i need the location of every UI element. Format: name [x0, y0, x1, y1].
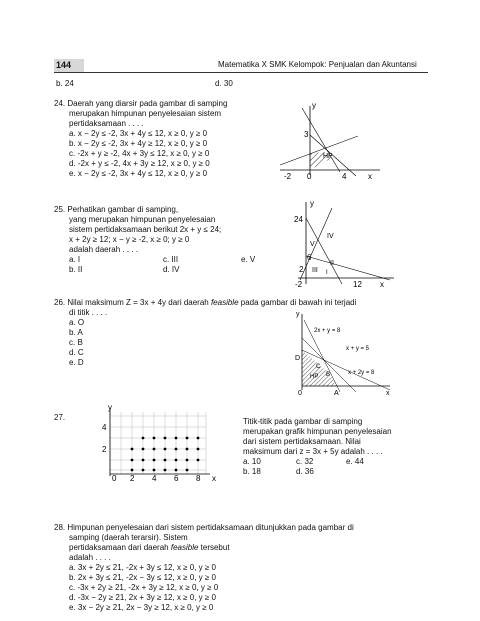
- q24-stem-2: merupakan himpunan penyelesaian sistem: [69, 109, 222, 118]
- page-number: 144: [56, 60, 72, 70]
- q27-grid: [110, 412, 206, 474]
- q25-option-b: b. II: [69, 265, 83, 274]
- q25-option-e: e. V: [241, 255, 256, 264]
- q26-y-label: y: [296, 311, 300, 318]
- q27-tick-x4: 4: [152, 474, 157, 483]
- header-rule: [54, 72, 428, 73]
- q25-stem-1: 25. Perhatikan gambar di samping,: [54, 205, 179, 214]
- q26-point-C: C: [316, 364, 321, 370]
- q27-tick-x6: 6: [174, 474, 179, 483]
- q26-option-d: d. C: [69, 348, 84, 357]
- q26-point-D: D: [295, 355, 301, 362]
- q24-region-label: HP: [323, 153, 333, 160]
- q25-stem-2: yang merupakan himpunan penyelesaian: [69, 215, 216, 224]
- q25-graph: [290, 198, 400, 290]
- q25-tick-2: 2: [299, 265, 304, 274]
- q26-point-A: A: [334, 390, 339, 397]
- q24-x-neg-tick: -2: [284, 172, 292, 181]
- q26-label-2x-y-8: 2x + y = 8: [314, 328, 341, 334]
- q27-option-b: b. 18: [243, 467, 261, 476]
- q25-region-I: I: [326, 270, 328, 276]
- q26-x-label: x: [386, 390, 390, 397]
- q26-option-a: a. O: [69, 318, 85, 327]
- q27-option-d: d. 36: [296, 467, 314, 476]
- q26-option-b: b. A: [69, 328, 83, 337]
- q25-tick-24: 24: [294, 215, 303, 224]
- q26-stem-pre: 26. Nilai maksimum Z = 3x + 4y dari daerah: [54, 298, 211, 307]
- q24-graph: [280, 100, 380, 180]
- q26-stem-italic: feasible: [210, 298, 239, 307]
- q25-y-label: y: [310, 199, 314, 208]
- q24-y-tick: 3: [304, 130, 309, 139]
- q26-origin: 0: [298, 390, 302, 397]
- q27-option-e: e. 44: [346, 457, 364, 466]
- q26-label-x-2y-8: x + 2y = 8: [348, 370, 375, 376]
- q27-y-label: y: [108, 403, 112, 412]
- q27-graph: [80, 402, 230, 482]
- q28-option-c: c. -3x + 2y ≥ 21, -2x + 3y ≥ 12, x ≥ 0, y ≥ 0: [69, 583, 219, 592]
- q28-stem-2: samping (daerah terarsir). Sistem: [69, 533, 188, 542]
- q27-tick-y2: 2: [102, 445, 107, 454]
- q27-text-3: dari sistem pertidaksamaan. Nilai: [243, 437, 361, 446]
- q25-option-c: c. III: [163, 255, 179, 264]
- q25-line-x-2y: [306, 256, 390, 280]
- q28-stem-3: [69, 543, 230, 553]
- q27-number: 27.: [54, 413, 66, 422]
- q25-tick-12: 12: [353, 280, 362, 289]
- q27-origin: 0: [112, 474, 117, 483]
- q26-option-c: c. B: [69, 338, 83, 347]
- prev-option-b: b. 24: [56, 79, 74, 88]
- q27-tick-x2: 2: [130, 474, 135, 483]
- q25-option-a: a. I: [69, 255, 81, 264]
- q28-option-d: d. -3x − 2y ≥ 21, 2x + 3y ≥ 12, x ≥ 0, y ≥ 0: [69, 593, 216, 602]
- q26-option-e: e. D: [69, 358, 84, 367]
- q24-option-c: c. -2x + y ≥ -2, 4x + 3y ≤ 12, x ≥ 0, y ≥ 0: [69, 149, 210, 158]
- page-number-box: [54, 59, 84, 72]
- prev-option-d: d. 30: [215, 79, 233, 88]
- q25-x-label: x: [380, 280, 384, 289]
- q25-region-III: III: [312, 267, 318, 274]
- q26-region-label: HP: [310, 374, 319, 380]
- q27-text-2: merupakan grafik himpunan penyelesaian: [243, 427, 392, 436]
- q28-stem-4: adalah . . . .: [69, 553, 111, 562]
- running-title: Matematika X SMK Kelompok: Penjualan dan Akuntansi: [218, 60, 417, 69]
- q26-point-B: B: [326, 372, 331, 378]
- q26-stem-2: di titik . . . .: [69, 308, 108, 317]
- q24-y-label: y: [312, 101, 316, 110]
- q28-option-a: a. 3x + 2y ≤ 21, -2x + 3y ≤ 12, x ≥ 0, y ≥ 0: [69, 563, 216, 572]
- q24-option-e: e. x − 2y ≤ -2, 3x + 4y ≤ 12, x ≥ 0, y ≥ 0: [69, 169, 208, 178]
- q28-stem-italic: feasible: [170, 543, 199, 552]
- q25-stem-5: adalah daerah . . . .: [69, 245, 138, 254]
- q27-tick-x8: 8: [196, 474, 201, 483]
- q27-text-4: maksimum dari z = 3x + 5y adalah . . . .: [243, 447, 383, 456]
- q25-tick-6: 6: [307, 253, 312, 262]
- q27-tick-y4: 4: [102, 423, 107, 432]
- q26-stem-post: pada gambar di bawah ini terjadi: [238, 298, 357, 307]
- q28-option-b: b. 2x + 3y ≤ 21, -2x − 3y ≤ 12, x ≥ 0, y ≥ 0: [69, 573, 216, 582]
- q25-region-V: V: [310, 241, 315, 248]
- q24-option-b: b. x − 2y ≤ -2, 3x + 4y ≥ 12, x ≥ 0, y ≥ 0: [69, 139, 208, 148]
- q27-option-c: c. 32: [296, 457, 314, 466]
- q28-stem-1: 28. Himpunan penyelesaian dari sistem pertidaksamaan ditunjukkan pada gambar di: [54, 523, 354, 532]
- q26-stem-1: [54, 298, 356, 308]
- q24-x-label: x: [368, 172, 372, 181]
- q25-option-d: d. IV: [163, 265, 180, 274]
- q28-stem-post: tersebut: [198, 543, 230, 552]
- q24-x-tick: 4: [342, 172, 347, 181]
- q24-stem-1: 24. Daerah yang diarsir pada gambar di samping: [54, 99, 228, 108]
- q25-tick-neg2: -2: [295, 280, 303, 289]
- q27-option-a: a. 10: [243, 457, 261, 466]
- q24-option-a: a. x − 2y ≤ -2, 3x + 4y ≤ 12, x ≥ 0, y ≥ 0: [69, 129, 208, 138]
- q25-line-2x-y: [306, 218, 342, 284]
- q26-graph: [290, 308, 400, 396]
- q25-region-IV: IV: [327, 233, 334, 240]
- q25-stem-3: sistem pertidaksamaan berikut 2x + y ≤ 24;: [69, 225, 222, 234]
- q24-origin: 0: [307, 172, 312, 181]
- q28-option-e: e. 3x − 2y ≥ 21, 2x − 3y ≥ 12, x ≥ 0, y ≥ 0: [69, 603, 214, 612]
- q24-option-d: d. -2x + y ≤ -2, 4x + 3y ≥ 12, x ≥ 0, y ≥ 0: [69, 159, 210, 168]
- q25-region-II: II: [330, 260, 334, 267]
- q27-text-1: Titik-titik pada gambar di samping: [243, 417, 363, 426]
- q28-stem-pre: pertidaksamaan dari daerah: [69, 543, 171, 552]
- q27-x-label: x: [212, 474, 216, 483]
- q26-label-x-y-5: x + y = 5: [346, 346, 370, 352]
- q25-stem-4: x + 2y ≥ 12; x − y ≥ -2, x ≥ 0; y ≥ 0: [69, 235, 190, 244]
- q24-stem-3: pertidaksamaan . . . .: [69, 119, 144, 128]
